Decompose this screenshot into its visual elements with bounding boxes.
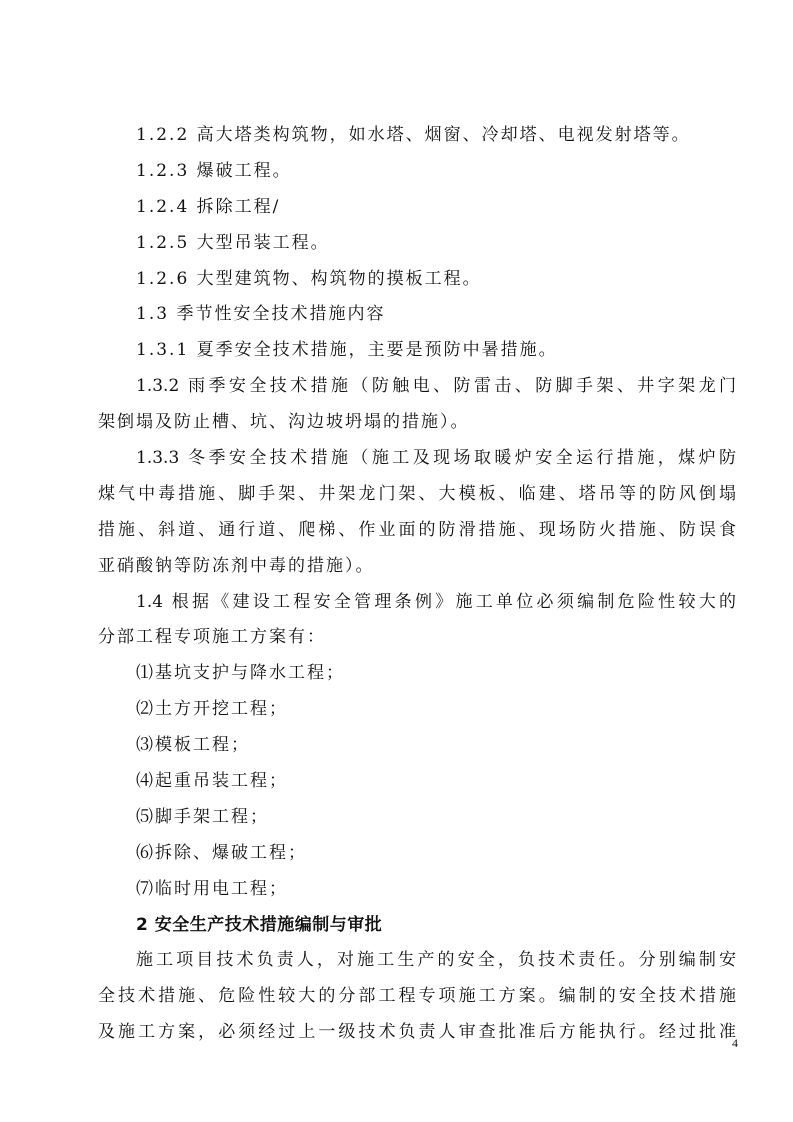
clause-1-3-2-cont: 架倒塌及防止槽、坑、沟边坡坍塌的措施）。 xyxy=(98,412,470,433)
list-item: ⑵土方开挖工程； xyxy=(136,699,288,720)
list-item: ⑴基坑支护与降水工程； xyxy=(136,663,345,684)
clause-1-2-4: 1.2.4 拆除工程/ xyxy=(136,196,281,217)
paragraph-line: 全技术措施、危险性较大的分部工程专项施工方案。编制的安全技术措施 xyxy=(98,986,736,1007)
list-item: ⑷起重吊装工程； xyxy=(136,771,288,792)
list-item: ⑶模板工程； xyxy=(136,735,250,756)
clause-1-2-2: 1.2.2 高大塔类构筑物，如水塔、烟窗、冷却塔、电视发射塔等。 xyxy=(136,125,691,145)
clause-1-3-3-cont: 亚硝酸钠等防冻剂中毒的措施）。 xyxy=(98,555,375,576)
clause-1-4: 1.4 根据《建设工程安全管理条例》施工单位必须编制危险性较大的 xyxy=(136,591,736,612)
clause-1-4-cont: 分部工程专项施工方案有： xyxy=(98,627,326,648)
clause-1-3: 1.3 季节性安全技术措施内容 xyxy=(136,304,386,325)
list-item: ⑹拆除、爆破工程； xyxy=(136,842,307,863)
clause-1-3-1: 1.3.1 夏季安全技术措施，主要是预防中暑措施。 xyxy=(136,340,558,361)
clause-1-2-5: 1.2.5 大型吊装工程。 xyxy=(136,232,330,253)
section-heading-2: 2 安全生产技术措施编制与审批 xyxy=(136,914,383,935)
list-item: ⑸脚手架工程； xyxy=(136,806,269,827)
document-page xyxy=(98,118,736,1051)
clause-1-2-3: 1.2.3 爆破工程。 xyxy=(136,160,292,181)
page-number: 4 xyxy=(732,1036,738,1050)
paragraph-line: 施工项目技术负责人，对施工生产的安全，负技术责任。分别编制安 xyxy=(136,950,736,971)
clause-1-3-3-cont: 煤气中毒措施、脚手架、井架龙门架、大模板、临建、塔吊等的防风倒塌 xyxy=(98,483,736,504)
clause-1-3-3-cont: 措施、斜道、通行道、爬梯、作业面的防滑措施、现场防火措施、防误食 xyxy=(98,519,736,540)
clause-1-3-2: 1.3.2 雨季安全技术措施（防触电、防雷击、防脚手架、井字架龙门 xyxy=(136,376,736,397)
clause-1-2-6: 1.2.6 大型建筑物、构筑物的摸板工程。 xyxy=(136,268,482,289)
list-item: ⑺临时用电工程； xyxy=(136,878,288,899)
paragraph-line: 及施工方案，必须经过上一级技术负责人审查批准后方能执行。经过批准 xyxy=(98,1022,736,1043)
clause-1-3-3: 1.3.3 冬季安全技术措施（施工及现场取暖炉安全运行措施，煤炉防 xyxy=(136,448,736,469)
